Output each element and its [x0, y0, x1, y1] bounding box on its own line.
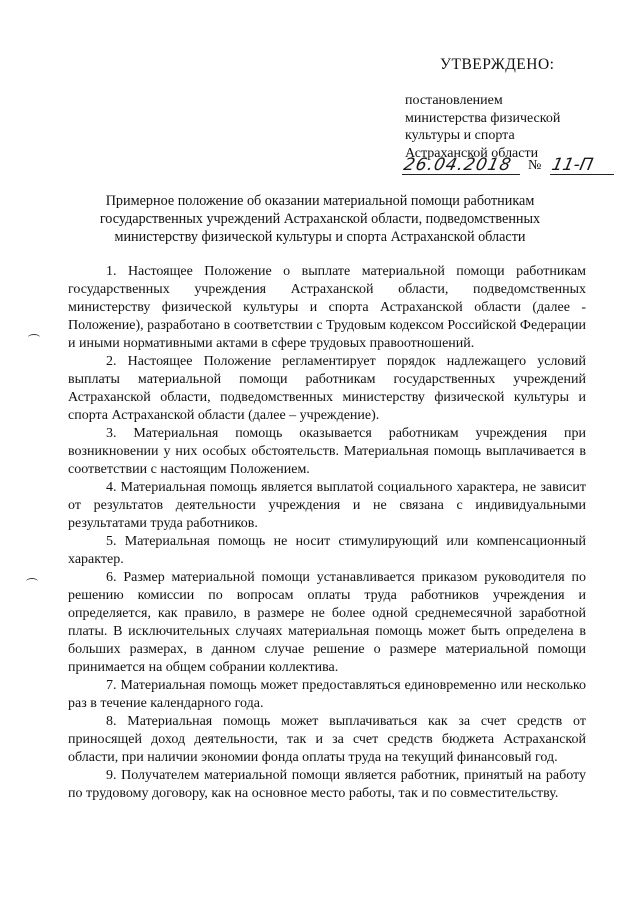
approval-date-number	[402, 155, 632, 179]
paragraph: 6. Размер материальной помощи устанавливается приказом руководителя по решению комиссии по вопросам оплаты труда работников учреждения и определяется, как правило, в размере не более одной среднемесячной заработной платы. В исключительных случаях материальная помощь может быть определена в больших размерах, в данном случае решение о размере материальной помощи принимается на общем собрании коллектива.	[68, 570, 586, 675]
paragraph: 4. Материальная помощь является выплатой социального характера, не зависит от результатов деятельности учреждения и не связана с индивидуальными результатами труда работников.	[68, 480, 586, 531]
paragraph: 8. Материальная помощь может выплачиваться как за счет средств от приносящей доход деятельности, так и за счет средств бюджета Астраханской области, при наличии экономии фонда оплаты труда на текущий финансовый год.	[68, 714, 586, 765]
document-title: Примерное положение об оказании материальной помощи работникам государственных учреждений Астраханской области, подведомственных министерству физической культуры и спорта Астраханской области	[99, 193, 541, 245]
approval-line: постановлением	[405, 93, 503, 108]
paragraph: 1. Настоящее Положение о выплате материальной помощи работникам государственных учреждения Астраханской области, подведомственных министерству физической культуры и спорта Астраханской области (далее - Положение), разработано в соответствии с Трудовым кодексом Российской Федерации и иными нормативными актами в сфере трудовых правоотношений.	[68, 264, 586, 351]
paragraph: 7. Материальная помощь может предоставляться единовременно или несколько раз в течение календарного года.	[68, 678, 586, 711]
approval-line: министерства физической	[405, 110, 561, 126]
approval-block	[405, 92, 630, 162]
paragraph: 2. Настоящее Положение регламентирует порядок надлежащего условий выплаты материальной помощи работникам государственных учреждений Астраханской области, подведомственных министерству физической культуры и спорта Астраханской области (далее – учреждение).	[68, 354, 586, 423]
paragraph: 3. Материальная помощь оказывается работникам учреждения при возникновении у них особых обстоятельств. Материальная помощь выплачивается в соответствии с настоящим Положением.	[68, 426, 586, 477]
scan-margin-mark	[28, 334, 40, 341]
paragraph: 9. Получателем материальной помощи является работник, принятый на работу по трудовому договору, как на основное место работы, так и по совместительству.	[68, 768, 586, 801]
number-underline	[550, 174, 614, 175]
scan-margin-mark	[26, 578, 38, 585]
approval-line: Астраханской области	[405, 145, 539, 161]
approval-heading: УТВЕРЖДЕНО:	[440, 56, 555, 73]
paragraph: 5. Материальная помощь не носит стимулирующий или компенсационный характер.	[68, 534, 586, 567]
handwritten-date: 26.04.2018	[401, 155, 514, 175]
handwritten-number: 11-П	[549, 155, 595, 175]
document-body	[68, 263, 586, 803]
approval-line: культуры и спорта	[405, 128, 515, 143]
number-label: №	[528, 158, 542, 173]
date-underline	[402, 174, 520, 175]
